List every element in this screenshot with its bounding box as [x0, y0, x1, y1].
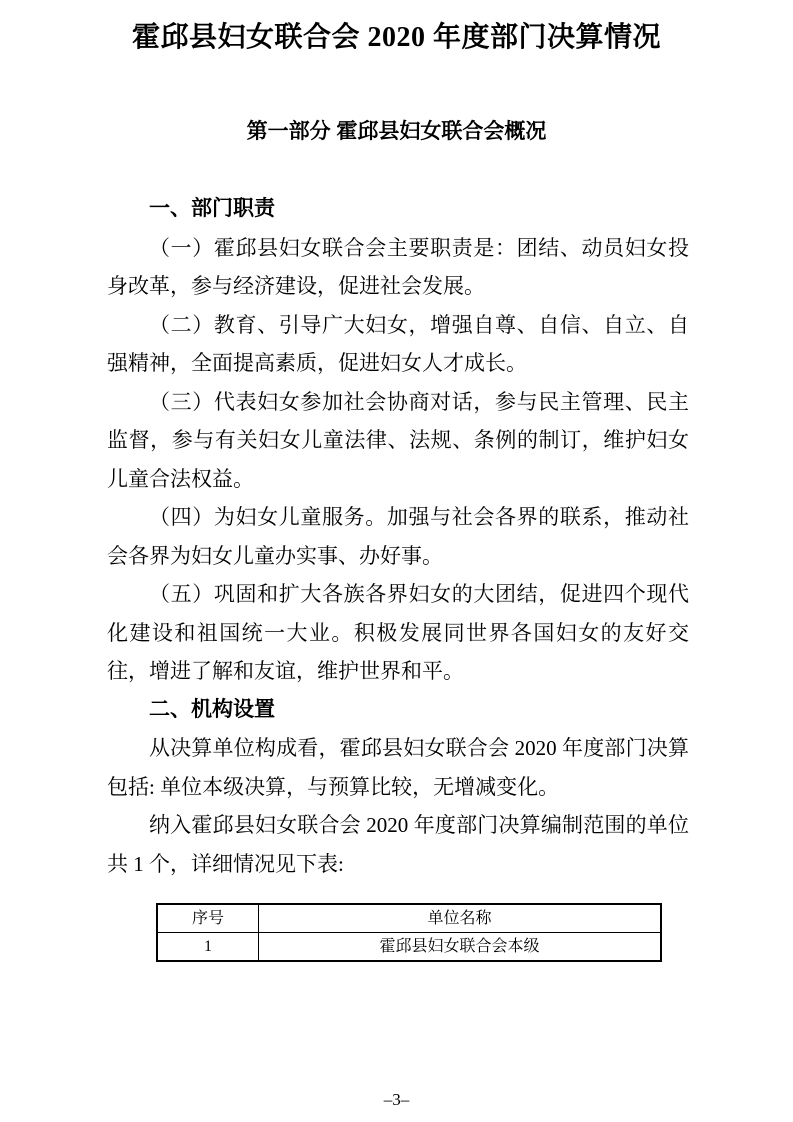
document-title: 霍邱县妇女联合会 2020 年度部门决算情况	[131, 22, 661, 53]
units-table	[156, 903, 662, 962]
paragraph-org-2: 纳入霍邱县妇女联合会 2020 年度部门决算编制范围的单位共 1 个，详细情况见下表:	[107, 813, 689, 876]
table-cell-unit-name: 霍邱县妇女联合会本级	[259, 933, 662, 962]
table-header-seq: 序号	[157, 904, 259, 933]
table-header-unit-name: 单位名称	[259, 904, 662, 933]
part-heading: 第一部分 霍邱县妇女联合会概况	[246, 120, 547, 143]
table-cell-seq: 1	[157, 933, 259, 962]
page-number: –3–	[383, 1090, 410, 1109]
paragraph-duty-3: （三）代表妇女参加社会协商对话，参与民主管理、民主监督，参与有关妇女儿童法律、法规、条例的制订，维护妇女儿童合法权益。	[107, 389, 689, 491]
paragraph-duty-2: （二）教育、引导广大妇女，增强自尊、自信、自立、自强精神，全面提高素质，促进妇女人才成长。	[107, 312, 689, 375]
paragraph-org-1: 从决算单位构成看，霍邱县妇女联合会 2020 年度部门决算包括: 单位本级决算，与预算比较，无增减变化。	[107, 736, 689, 799]
section-heading-organization: 二、机构设置	[149, 697, 275, 721]
table-row	[157, 933, 661, 962]
paragraph-duty-5: （五）巩固和扩大各族各界妇女的大团结，促进四个现代化建设和祖国统一大业。积极发展同世界各国妇女的友好交往，增进了解和友谊，维护世界和平。	[107, 582, 689, 683]
paragraph-duty-1: （一）霍邱县妇女联合会主要职责是：团结、动员妇女投身改革，参与经济建设，促进社会发展。	[107, 235, 689, 298]
table-header-row	[157, 904, 661, 933]
section-heading-duties: 一、部门职责	[149, 197, 275, 220]
paragraph-duty-4: （四）为妇女儿童服务。加强与社会各界的联系，推动社会各界为妇女儿童办实事、办好事。	[107, 505, 689, 568]
document-body	[107, 190, 689, 962]
